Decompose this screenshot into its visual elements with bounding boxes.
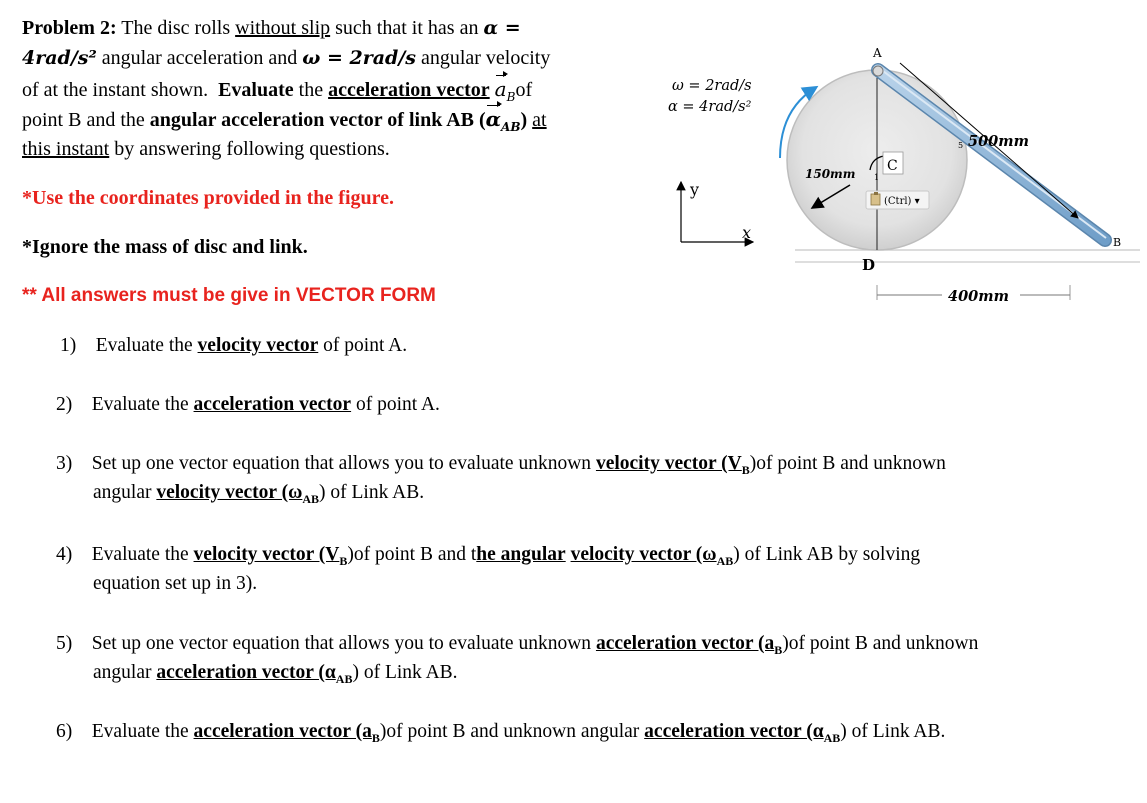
question-3-line-2: [93, 478, 424, 514]
alpha-subscript: AB: [501, 120, 521, 134]
acceleration-vector-text: acceleration vector: [328, 79, 490, 101]
question-text: of point A.: [323, 335, 408, 356]
question-6: [56, 717, 945, 753]
problem-text: angular velocity: [420, 47, 551, 69]
question-text: ) of Link AB.: [840, 721, 946, 742]
acceleration-vector-text: acceleration vector: [193, 394, 352, 415]
subscript: AB: [302, 491, 320, 506]
a-vector-symbol: a: [495, 74, 507, 104]
angular-text: he angular: [476, 544, 566, 565]
problem-text: point B and the: [22, 109, 145, 131]
point-b-label: B: [1113, 236, 1122, 249]
subscript: AB: [823, 730, 841, 745]
problem-text: angular acceleration and: [101, 47, 298, 69]
axis-x-label: x: [742, 223, 752, 242]
small-marker-1: 1: [874, 173, 880, 182]
point-d-label: D: [862, 256, 876, 274]
question-number: 5): [56, 633, 73, 654]
question-text: )of point B and unknown: [782, 633, 979, 654]
question-text: )of point B and unknown: [749, 453, 946, 474]
question-1: [60, 331, 407, 360]
acceleration-vector-text: acceleration vector (a: [193, 721, 372, 742]
angular-acceleration-text: angular acceleration vector of link AB (: [149, 109, 486, 131]
question-text: Set up one vector equation that allows you to evaluate unknown: [91, 633, 592, 654]
small-marker-5: 5: [958, 141, 964, 150]
point-c-label: C: [887, 158, 898, 174]
question-text: )of point B and t: [347, 544, 477, 565]
question-number: 2): [56, 394, 73, 415]
velocity-vector-text: velocity vector (V: [193, 544, 340, 565]
question-text: ) of Link AB.: [352, 662, 458, 683]
problem-label: Problem 2:: [22, 17, 117, 39]
velocity-vector-text: velocity vector (ω: [570, 544, 717, 565]
velocity-vector-text: velocity vector (V: [595, 453, 742, 474]
alpha-vector-symbol: α: [486, 104, 501, 134]
question-4-line-2: [93, 569, 257, 598]
note-vector-form: ** All answers must be give in VECTOR FORM: [22, 285, 436, 306]
subscript: B: [339, 553, 348, 568]
question-number: 1): [60, 335, 77, 356]
point-a-label: A: [873, 46, 882, 60]
base-distance-label: 400mm: [948, 288, 1009, 305]
acceleration-vector-text: acceleration vector (α: [156, 662, 336, 683]
question-text: Evaluate the: [91, 544, 189, 565]
problem-text: by answering following questions.: [114, 138, 390, 160]
velocity-vector-text: velocity vector (ω: [156, 482, 303, 503]
alpha-value: 4rad/s²: [22, 47, 97, 69]
acceleration-vector-text: acceleration vector (a: [595, 633, 775, 654]
subscript: B: [371, 730, 380, 745]
question-text: angular: [93, 482, 152, 503]
acceleration-vector-text: acceleration vector (α: [644, 721, 824, 742]
question-number: 6): [56, 721, 73, 742]
problem-text: ): [520, 109, 528, 131]
alpha-label: α = 4rad/s²: [668, 99, 752, 115]
note-coordinates: *Use the coordinates provided in the figure.: [22, 187, 395, 209]
problem-text: of at the instant shown.: [22, 79, 209, 101]
problem-text: such that it has an: [335, 17, 479, 39]
subscript: B: [741, 462, 750, 477]
problem-text: at: [532, 109, 547, 131]
question-text: Evaluate the: [91, 721, 189, 742]
omega-label: ω = 2rad/s: [672, 78, 752, 94]
question-text: equation set up in 3).: [93, 573, 258, 594]
subscript: B: [774, 642, 783, 657]
velocity-vector-text: velocity vector: [197, 335, 319, 356]
question-text: Evaluate the: [95, 335, 193, 356]
question-text: angular: [93, 662, 152, 683]
question-number: 4): [56, 544, 73, 565]
evaluate-text: Evaluate: [218, 79, 294, 101]
paste-options-label: (Ctrl) ▾: [884, 196, 920, 207]
question-text: of point A.: [355, 394, 440, 415]
link-length-label: 500mm: [968, 133, 1029, 150]
problem-text: The disc rolls: [121, 17, 231, 39]
question-text: )of point B and unknown angular: [379, 721, 640, 742]
omega-equation: ω = 2rad/s: [302, 47, 416, 69]
question-5-line-2: [93, 658, 458, 694]
radius-label: 150mm: [805, 167, 856, 181]
question-number: 3): [56, 453, 73, 474]
question-2: [56, 390, 440, 419]
alpha-equation: α =: [483, 17, 521, 39]
subscript: AB: [335, 671, 353, 686]
this-instant-text: this instant: [22, 138, 110, 160]
clipboard-icon: [871, 194, 880, 205]
question-text: ) of Link AB.: [319, 482, 425, 503]
problem-text: of: [515, 79, 533, 101]
without-slip-text: without slip: [235, 17, 331, 39]
axis-y-label: y: [690, 180, 700, 199]
subscript: AB: [716, 553, 734, 568]
problem-text: the: [298, 79, 324, 101]
mechanism-figure: [0, 0, 1147, 320]
question-text: Set up one vector equation that allows you to evaluate unknown: [91, 453, 592, 474]
question-text: ) of Link AB by solving: [733, 544, 921, 565]
note-ignore-mass-text: *Ignore the mass of disc and link.: [22, 236, 308, 258]
question-text: Evaluate the: [91, 394, 189, 415]
a-subscript: B: [506, 90, 516, 104]
pin-a: [873, 66, 883, 76]
